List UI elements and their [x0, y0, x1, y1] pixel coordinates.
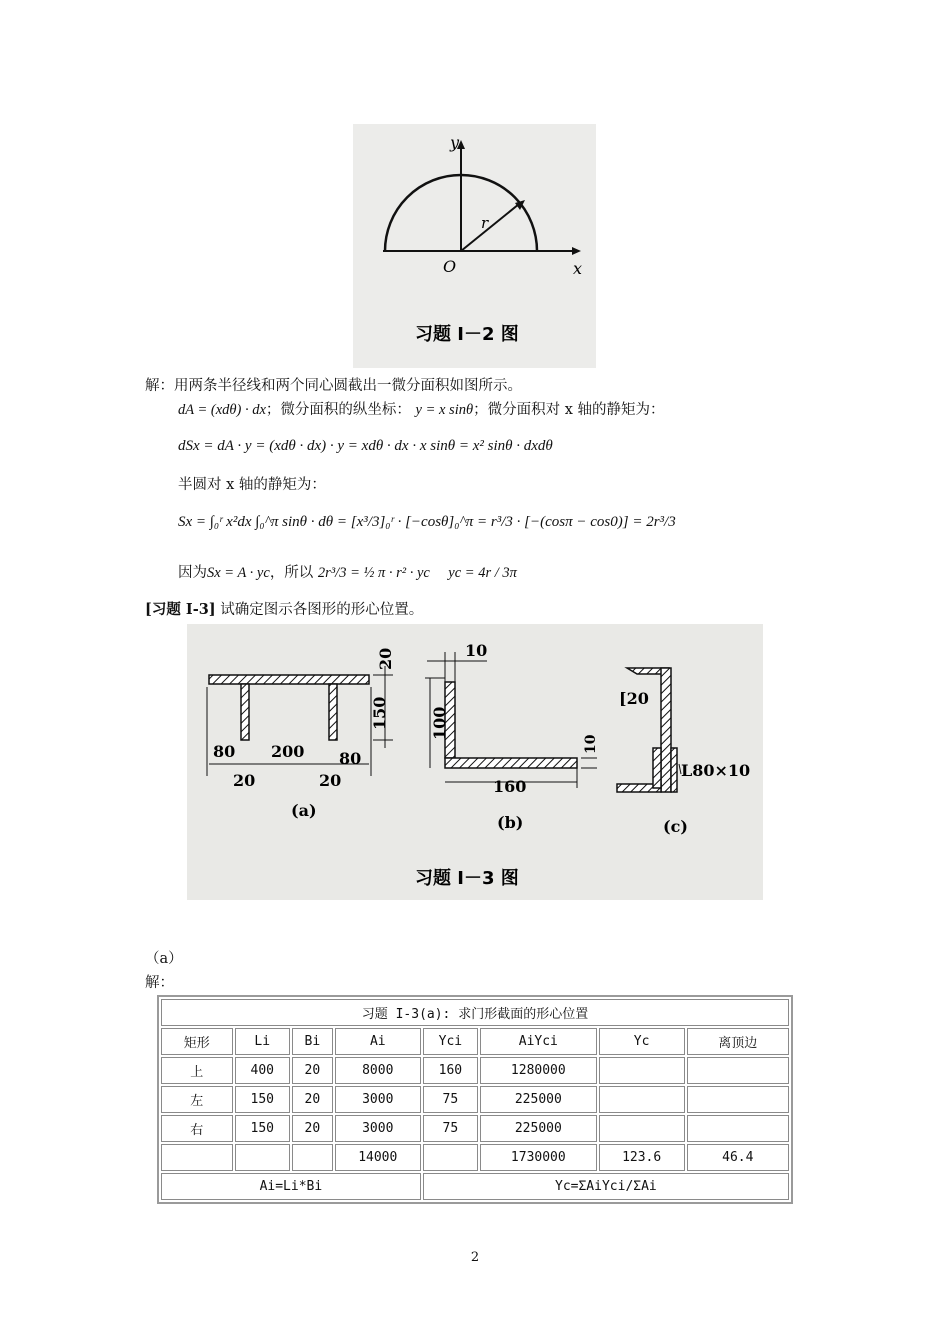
solution-intro: 解：用两条半径线和两个同心圆截出一微分面积如图所示。	[145, 378, 522, 394]
header-cell: 离顶边	[687, 1028, 789, 1055]
table-cell: 400	[235, 1057, 290, 1084]
dim-a-20: 20	[376, 647, 395, 670]
label-b: (b)	[497, 813, 524, 832]
dim-a-20-left: 20	[233, 771, 256, 790]
table-header-row	[161, 1028, 789, 1055]
table-cell: 225000	[480, 1086, 597, 1113]
solution-line-2	[178, 401, 665, 419]
footer-formula-centroid: Yc=ΣAiYci/ΣAi	[423, 1173, 789, 1200]
table-cell: 1280000	[480, 1057, 597, 1084]
centroid-table	[157, 995, 793, 1204]
table-cell	[687, 1057, 789, 1084]
table-cell: 右	[161, 1115, 233, 1142]
table-cell: 3000	[335, 1086, 421, 1113]
header-cell: Yc	[599, 1028, 685, 1055]
eq-Sx-Ayc: Sx = A · yc	[207, 565, 270, 581]
table-cell: 160	[423, 1057, 478, 1084]
label-c: (c)	[663, 817, 688, 836]
dim-c-angle: L80×10	[681, 761, 751, 780]
table-cell: 75	[423, 1086, 478, 1113]
eq-yc: yc = 4r / 3π	[448, 565, 517, 581]
dim-a-150: 150	[370, 696, 389, 730]
table-cell	[423, 1144, 478, 1171]
dim-c-channel: [20	[619, 689, 649, 708]
figure-caption: 习题 I－2 图	[415, 324, 519, 345]
table-cell	[687, 1086, 789, 1113]
table-title: 习题 I-3(a): 求门形截面的形心位置	[161, 999, 789, 1026]
text-static-moment: ；微分面积对 x 轴的静矩为：	[473, 402, 665, 418]
table-cell: 150	[235, 1086, 290, 1113]
header-cell: Bi	[292, 1028, 333, 1055]
table-cell	[161, 1144, 233, 1171]
problem-text: 试确定图示各图形的形心位置。	[215, 602, 424, 618]
origin-label: O	[443, 257, 457, 276]
header-cell: 矩形	[161, 1028, 233, 1055]
sections-diagram	[187, 624, 763, 900]
table-cell: 75	[423, 1115, 478, 1142]
text-so: ，所以	[269, 565, 314, 581]
part-a-label: （a）	[145, 951, 183, 967]
dim-b-10-top: 10	[465, 641, 488, 660]
dim-b-10-right: 10	[583, 734, 599, 754]
solution-line-6	[178, 564, 517, 582]
dim-a-20-right: 20	[319, 771, 342, 790]
table-cell	[292, 1144, 333, 1171]
solution-line-4: 半圆对 x 轴的静矩为：	[178, 477, 326, 493]
header-cell: Li	[235, 1028, 290, 1055]
label-a: (a)	[291, 801, 317, 820]
table-row	[161, 1115, 789, 1142]
header-cell: Yci	[423, 1028, 478, 1055]
table-cell	[599, 1086, 685, 1113]
table-cell: 150	[235, 1115, 290, 1142]
solve-label: 解：	[145, 975, 174, 991]
page-number: 2	[470, 1250, 480, 1265]
eq-y: y = x sinθ	[415, 402, 474, 418]
table-cell	[235, 1144, 290, 1171]
header-cell: AiYci	[480, 1028, 597, 1055]
eq-dSx: dSx = dA · y = (xdθ · dx) · y = xdθ · dx · x sinθ = x² sinθ · dxdθ	[178, 438, 553, 454]
figure-caption-2: 习题 I－3 图	[415, 868, 519, 889]
figure-sections	[187, 624, 763, 900]
figure-semicircle	[353, 124, 596, 368]
table-row	[161, 1144, 789, 1171]
axis-y-label: y	[450, 133, 460, 152]
table-cell: 225000	[480, 1115, 597, 1142]
dim-b-160: 160	[493, 777, 527, 796]
dim-b-100: 100	[430, 706, 449, 740]
table-row	[161, 1057, 789, 1084]
dim-a-200: 200	[271, 742, 305, 761]
table-cell: 20	[292, 1057, 333, 1084]
table-footer-row	[161, 1173, 789, 1200]
footer-formula-area: Ai=Li*Bi	[161, 1173, 421, 1200]
dim-a-80-left: 80	[213, 742, 236, 761]
semicircle-diagram	[353, 124, 596, 368]
table-cell: 8000	[335, 1057, 421, 1084]
eq-Sx: Sx = ∫₀ʳ x²dx ∫₀^π sinθ · dθ = [x³/3]₀ʳ · [−cosθ]₀^π = r³/3 · [−(cosπ − cos0)] = 2r³/3	[178, 514, 676, 530]
table-cell	[687, 1115, 789, 1142]
header-cell: Ai	[335, 1028, 421, 1055]
text-because: 因为	[178, 565, 207, 581]
dim-a-80-right: 80	[339, 749, 362, 768]
problem-tag: [习题 I-3]	[145, 601, 216, 618]
table-cell: 20	[292, 1115, 333, 1142]
table-row	[161, 1086, 789, 1113]
eq-dA: dA = (xdθ) · dx	[178, 402, 266, 418]
table-cell: 3000	[335, 1115, 421, 1142]
table-cell: 1730000	[480, 1144, 597, 1171]
radius-label: r	[481, 214, 489, 232]
text-ordinate: ；微分面积的纵坐标：	[265, 402, 411, 418]
table-cell: 左	[161, 1086, 233, 1113]
table-cell: 14000	[335, 1144, 421, 1171]
table-cell: 20	[292, 1086, 333, 1113]
table-cell: 46.4	[687, 1144, 789, 1171]
table-cell	[599, 1115, 685, 1142]
axis-x-label: x	[573, 259, 583, 278]
table-cell	[599, 1057, 685, 1084]
table-cell: 上	[161, 1057, 233, 1084]
eq-relation: 2r³/3 = ½ π · r² · yc	[317, 565, 430, 581]
table-cell: 123.6	[599, 1144, 685, 1171]
problem-heading	[145, 601, 423, 619]
